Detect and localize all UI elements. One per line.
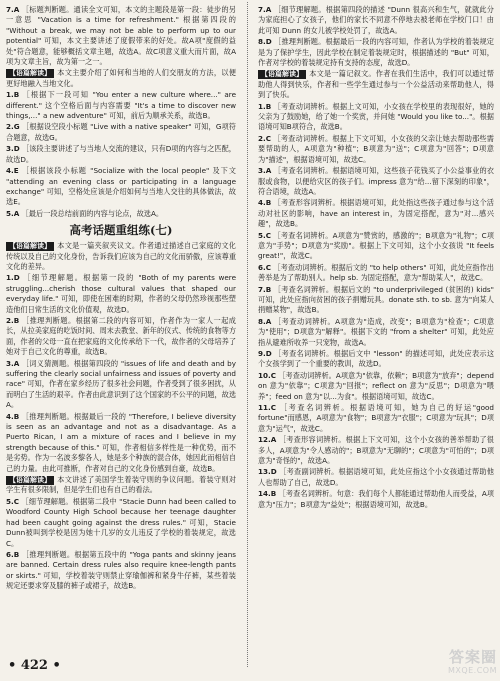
- answer-number: 12.A: [258, 435, 277, 445]
- left-column: [6, 5, 236, 641]
- answer-number: 10.C: [258, 370, 277, 380]
- answer-explanation: ［考查动词辨析。根据上文可知，小女孩在学校里的表现很好，她的父亲为了鼓励她，给了她一个奖赏，并问她 "Would you like to..."。根据语境可知B项符合，故选B。: [258, 101, 494, 132]
- answer-explanation: ［细节理解题。根据第四段的描述 "Dunn 很高兴和生气，就就此分为家庭担心了女孩子，他们的家长不同意不停地去被老师在学校门口！由此可知 Dunn 的女儿被学校处罚了，故选A。: [258, 5, 494, 35]
- answer-item: [258, 285, 494, 316]
- answer-explanation: ［根据设空段小标题 "Live with a native speaker" 可知，G项符合题意，故选G。: [6, 122, 236, 142]
- right-column: [258, 5, 494, 681]
- answer-explanation: ［考查名词辨析。根据语境可知，她为自己的好运"good fortune"而感恩，A项意为"食物"；B项意为"衣服"；C项意为"玩具"；D项意为"运气"，故选C。: [258, 403, 494, 433]
- watermark-subtext: MXQE.COM: [447, 666, 497, 675]
- answer-number: 2.G: [6, 122, 20, 132]
- answer-group: [258, 5, 494, 68]
- answer-item: [258, 134, 494, 165]
- answer-item: [258, 263, 494, 284]
- watermark-text: 答案圈: [448, 648, 497, 666]
- answer-number: 2.C: [258, 133, 272, 143]
- passage-summary: 【语篇解读】 本文主要介绍了如何和当地的人们交朋友的方法，以便更好地融入当地文化。: [6, 68, 236, 88]
- answer-item: [6, 412, 236, 474]
- answer-item: [258, 467, 494, 488]
- answer-explanation: ［词义猜测题。根据第四段的 "issues of life and death and by suffering the clearly social unfairness and issues of poverty and race" 可知，作者在家乡经历了很多社会问题，作者受到了很多困扰，从而明白了生活的艰辛。作者由此意识到了这个国家的不公平的问题，故选A。: [6, 358, 236, 410]
- answer-explanation: ［考查形容词辨析。根据语境可知，此处指这些孩子通过参与这个活动对社区的影响，have an interest in，为固定搭配，意为"对...感兴趣"，故选B。: [258, 198, 494, 229]
- answer-explanation: ［推理判断题。根据第二段的内容可知，作者作为一家人一起成长，从拉美家庭的吃饭时间、周末去教堂、新年的仪式、传统的食物等方面，作者的父母一直在把家庭的文化传承给下一代，故作者的父母培养了她对于自己文化的尊重，故选B。: [6, 315, 236, 357]
- column-divider: [247, 2, 248, 667]
- answer-item: [6, 144, 236, 165]
- answer-explanation: ［细节理解题。根据第二段中 "Stacie Dunn had been called to Woodford County High School because her teenage daughter had been caught going against the dress rules." 可知，Stacie Dunn被叫到学校是因为她十几岁的女儿违反了学校的着装规定，故选C。: [6, 496, 236, 548]
- answer-group: [258, 102, 494, 510]
- answer-explanation: ［考查名词辨析。根据语境可知，这些孩子花钱买了小公益事业的衣服或食物，以便给灾区的孩子们。impress 意为"给...留下深刻的印象"，符合语境，故选A。: [258, 166, 494, 196]
- answer-number: 5.C: [258, 230, 272, 240]
- answer-item: [6, 90, 236, 121]
- answer-number: 7.A: [258, 5, 272, 14]
- answer-number: 1.D: [6, 273, 20, 283]
- answer-number: 2.B: [6, 315, 20, 325]
- answer-number: 6.B: [6, 549, 20, 559]
- answer-item: [258, 371, 494, 402]
- passage-summary: 【语篇解读】 本文是一篇夹叙夹议文。作者通过描述自己家庭的文化传统以及自己的文化身份，告诉我们应该为自己的文化而骄傲，应该尊重文化的差异。: [6, 241, 236, 271]
- answer-item: [258, 166, 494, 197]
- answer-explanation: ［细节理解题。根据第一段的 "Both of my parents were struggling...cherish those cultural values that shaped our everyday life." 可知，即使在困难的时期，作者的父母仍然珍视那些塑造他们日常生活的文化价值观，故选D。: [6, 273, 236, 314]
- answer-explanation: ［考查名词辨析。句意：我们每个人都能通过帮助他人而受益，A项意为"压力"；B项意为"益处"；根据语境可知，故选B。: [258, 489, 494, 509]
- answer-number: 9.D: [258, 349, 272, 358]
- answer-group: [6, 90, 236, 219]
- section-heading: 【语篇解读】: [6, 242, 54, 251]
- answer-number: 6.C: [258, 262, 272, 272]
- answer-item: [6, 316, 236, 358]
- answer-number: 7.A: [6, 5, 20, 14]
- answer-item: [6, 209, 236, 219]
- answer-explanation: ［考查形容词辨析。根据上下文可知，这个小女孩的善举帮助了很多人，A项意为"令人感动的"；B项意为"无聊的"；C项意为"可怕的"；D项意为"奇怪的"，故选A。: [258, 435, 494, 466]
- answer-item: [258, 489, 494, 510]
- answer-explanation: ［考查动词辨析。根据上下文可知，小女孩的父亲让她去帮助那些需要帮助的人，A项意为"种植"；B项意为"送"；C项意为"回答"；D项意为"描述"，根据语境可知，故选C。: [258, 133, 494, 164]
- answer-number: 4.B: [6, 411, 20, 421]
- answer-number: 4.B: [258, 198, 272, 208]
- page-number: • 422 •: [8, 658, 61, 673]
- answer-number: 5.A: [6, 208, 20, 218]
- answer-number: 11.C: [258, 403, 277, 413]
- answer-number: 3.A: [6, 358, 20, 368]
- answer-explanation: ［考查名词辨析。A项意为"赞赏的，感激的"；B项意为"礼物"；C项意为"手势"；D项意为"奖励"。根据上下文可知，这个小女孩说 "It feels great!"，故选C。: [258, 230, 494, 261]
- answer-group: [6, 497, 236, 592]
- answer-item: [6, 273, 236, 315]
- section-heading: 【语篇解读】: [258, 70, 306, 79]
- answer-item: [6, 550, 236, 592]
- answer-item: [258, 435, 494, 466]
- answer-number: 3.A: [258, 166, 272, 176]
- answer-explanation: ［标题判断题。通读全文可知，本文的主题段是第一段：徒步的另一意思 "Vacation is a time for refreshment." 根据第四段的 "Without a break, we may not be able to perform up to our potential" 可知，本文主要讲述了度假带来的好处。故A项"度假的益处"符合题意，能够概括文章主题，故选A。故C项意义重大而片面，故A项为文章主旨，故为第一之一。: [6, 5, 236, 67]
- answer-number: 5.C: [6, 496, 20, 506]
- section-heading: 【语篇解读】: [6, 476, 54, 485]
- answer-explanation: ［推理判断题。根据第五段中的 "Yoga pants and skinny jeans are banned. Certain dress rules also require knee-length pants or skirts." 可知，学校着装守则禁止穿瑜伽裤和紧身牛仔裤，某些着装规定还要求穿及膝的裤子或裙子，故选B。: [6, 549, 236, 591]
- answer-item: [6, 5, 236, 67]
- passage-summary: 【语篇解读】 本文是一篇记叙文。作者在我们生活中，我们可以通过帮助他人得到快乐，作者和一些学生通过参与一个公益活动来帮助他人，得到了快乐。: [258, 69, 494, 100]
- answer-explanation: ［推理判断题。根据最后一段的 "Therefore, I believe diversity is seen as an advantage and not as a disadvantage. As a Puerto Rican, I am a mixture of races and I believe in my strength because of this." 可知，作者相信多样性是一种优势，而不是劣势。作为一名波多黎各人，她是多个种族的混合体，她因此而相信自己的力量。由此可推断，作者对自己的文化身份感到自豪，故选B。: [6, 411, 236, 473]
- answer-item: [258, 403, 494, 434]
- section-heading: 【语篇解读】: [6, 69, 54, 78]
- answer-number: 13.D: [258, 467, 277, 477]
- answer-item: [258, 198, 494, 229]
- answer-number: 1.B: [6, 90, 20, 100]
- answer-item: [6, 359, 236, 411]
- answer-number: 1.B: [258, 101, 272, 111]
- answer-explanation: ［该段主要讲述了与当地人交流的建议，只有D项的内容与之匹配，故选D。: [6, 144, 236, 164]
- answer-explanation: ［考查动词辨析。A项意为"造成，改变"；B项意为"检查"；C项意为"使用"；D项意为"解释"。根据下文的 "from a shelter" 可知，此处应指从避难所收养一只宠物，故选A。: [258, 316, 494, 347]
- answer-number: 7.B: [258, 284, 272, 294]
- answer-number: 14.B: [258, 489, 277, 499]
- answer-item: [258, 349, 494, 370]
- answer-number: 4.E: [6, 166, 19, 176]
- answer-number: 8.A: [258, 316, 272, 326]
- answer-explanation: ［最后一段总结前面的内容与论点，故选A。: [21, 208, 164, 218]
- answer-explanation: ［根据该段小标题 "Socialize with the local people" 及下文 "attending an evening class or participating in a language exchange" 可知，空格处应该是介绍如何与当地人交往的具体做法，故选E。: [6, 166, 236, 207]
- answer-item: [258, 37, 494, 68]
- section-title: 高考话题重组练(七): [69, 223, 173, 238]
- answer-number: 8.D: [258, 37, 272, 47]
- answer-explanation: ［考查动词辨析。A项意为"依靠，依赖"；B项意为"放弃"；depend on 意为"依靠"；C项意为"回报"；reflect on 意为"反思"；D项意为"喂养"；feed on 意为"以...为食"。根据语境可知，故选C。: [258, 370, 494, 401]
- answer-item: [6, 497, 236, 549]
- answer-explanation: ［考查动词辨析。根据后文的 "to help others" 可知，此处应指作出善举是为了帮助别人。help sb. 为固定搭配，意为"帮助某人"，故选C。: [258, 262, 494, 283]
- answer-item: [258, 5, 494, 36]
- answer-explanation: ［考查副词辨析。根据语境可知，此处应指这个小女孩通过帮助他人也帮助了自己，故选D。: [258, 467, 494, 487]
- answer-explanation: ［考查名词辨析。根据后文中 "lesson" 的描述可知，此处应表示这个女孩学到了一个重要的教训，故选D。: [258, 349, 494, 369]
- answer-item: [258, 231, 494, 262]
- answer-group: [6, 5, 236, 67]
- answer-group: [6, 273, 236, 474]
- watermark-logo: [405, 648, 497, 680]
- passage-summary: 【语篇解读】 本文讲述了美国学生着装守则的争议问题。着装守则对学生有很多限制，但是学生们也有自己的看法。: [6, 475, 236, 495]
- answer-number: 3.D: [6, 144, 20, 154]
- answer-item: [258, 102, 494, 133]
- answer-explanation: ［推理判断题。根据最后一段的内容可知，作者认为学校的着装规定是为了保护学生，因此学校在制定着装规定时，根据描述的 "But" 可知，作者对学校的着装规定持有支持的态度，故选D。: [258, 37, 494, 68]
- answer-item: [6, 122, 236, 143]
- answer-explanation: ［根据下一段可知 "You enter a new culture where..." are different." 这个空格后面与内容需要 "It's a time to discover new things,..." a new adventure" 可知，前后为顺承关系，故选B。: [6, 90, 236, 121]
- answer-explanation: ［考查名词辨析。根据后文的 "to underprivileged (贫困的) kids" 可知，此处应指向贫困的孩子捐赠玩具。donate sth. to sb. 意为"向某人捐赠某物"，故选B。: [258, 284, 494, 315]
- answer-item: [258, 317, 494, 348]
- answer-item: [6, 166, 236, 208]
